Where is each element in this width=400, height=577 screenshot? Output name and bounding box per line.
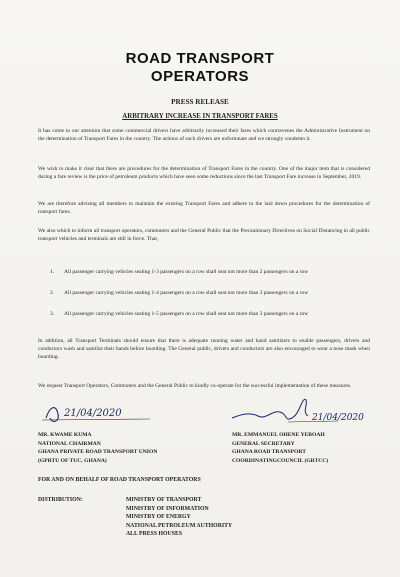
signatory-right-name: MR. EMMANUEL OHENE YEBOAH — [232, 432, 325, 438]
signatory-left-title: NATIONAL CHAIRMAN — [38, 440, 101, 447]
list-item-number: 1. — [50, 269, 55, 275]
distribution-item: MINISTRY OF ENERGY — [126, 514, 191, 521]
on-behalf-line: FOR AND ON BEHALF OF ROAD TRANSPORT OPERATORS — [38, 477, 201, 483]
signatory-left-org: GHANA PRIVATE ROAD TRANSPORT UNION — [38, 449, 158, 456]
paragraph-6: We request Transport Operators, Commuters and the General Public to kindly co-operate for the successful implementation of these measures. — [38, 383, 352, 389]
left-signature-date: 21/04/2020 — [64, 408, 122, 419]
distribution-item: MINISTRY OF TRANSPORT — [126, 497, 202, 503]
list-item-text: All passenger carrying vehicles seating 1-3 passengers on a row shall seat not more than 2 passengers on a row — [64, 269, 309, 275]
signatory-left-org-abbr: (GPRTU OF TUC, GHANA) — [38, 457, 107, 464]
list-item-text: All passenger carrying vehicles seating 1-5 passengers on a row shall seat not more than 3 passengers on a row — [64, 311, 309, 317]
signatory-right-org: GHANA ROAD TRANSPORT — [232, 449, 306, 456]
right-signature-date: 21/04/2020 — [312, 413, 364, 423]
distribution-item: NATIONAL PETROLEUM AUTHORITY — [126, 522, 233, 529]
signatory-right-title: GENERAL SECRETARY — [232, 440, 295, 447]
paragraph-2: We wish to make it clear that there are procedures for the determination of Transport Fares in the country. One of the major item that is considered during a fare review is the price of petroleum products which have seen some reductions since the last Transport Fare increase in September, 2019. — [38, 166, 370, 181]
paragraph-1: It has come to our attention that some commercial drivers have arbitrarily increased their fares which contravenes the Administrative Instrument on the determination of Transport Fares in the country. The actions of such drivers are unfortunate and we strongly condemn it. — [38, 128, 370, 143]
signatory-right — [232, 431, 382, 465]
signatory-right-org-abbr: COORDINATINGCOUNCIL (GRTCC) — [232, 457, 329, 464]
title-line-1: ROAD TRANSPORT — [125, 50, 275, 67]
paragraph-4: We also which to inform all transport operators, commuters and the General Public that the Precautionary Directives on Social Distancing in all public transport vehicles and terminals are still in force. That, — [38, 228, 370, 243]
press-release-heading: PRESS RELEASE — [171, 98, 229, 106]
signatory-left-name: MR. KWAME KUMA — [38, 432, 92, 438]
list-item-number: 3. — [50, 311, 55, 317]
right-signature-icon — [228, 392, 378, 428]
left-signature-icon — [38, 400, 158, 426]
signatory-left — [38, 431, 208, 465]
distribution-list — [126, 496, 326, 539]
title-line-2: OPERATORS — [150, 68, 250, 85]
distribution-label: DISTRIBUTION: — [38, 497, 83, 503]
distribution-item: MINISTRY OF INFORMATION — [126, 505, 209, 512]
subject-heading: ARBITRARY INCREASE IN TRANSPORT FARES — [122, 113, 278, 120]
list-item-number: 2. — [50, 290, 55, 296]
list-item-text: All passenger carrying vehicles seating 1-4 passengers on a row shall seat not more than 3 passengers on a row — [64, 290, 309, 296]
paragraph-3: We are therefore advising all members to maintain the existing Transport Fares and adhere to the laid down procedures for the determination of transport fares. — [38, 201, 370, 216]
paragraph-5: In addition, all Transport Terminals should ensure that there is adequate running water and hand sanitizers to enable passengers, drivers and conductors wash and sanitize their hands before boarding. The General public, drivers and conductors are also encouraged to wear a nose mask when boarding. — [38, 338, 370, 361]
distribution-item: ALL PRESS HOUSES — [126, 531, 183, 538]
